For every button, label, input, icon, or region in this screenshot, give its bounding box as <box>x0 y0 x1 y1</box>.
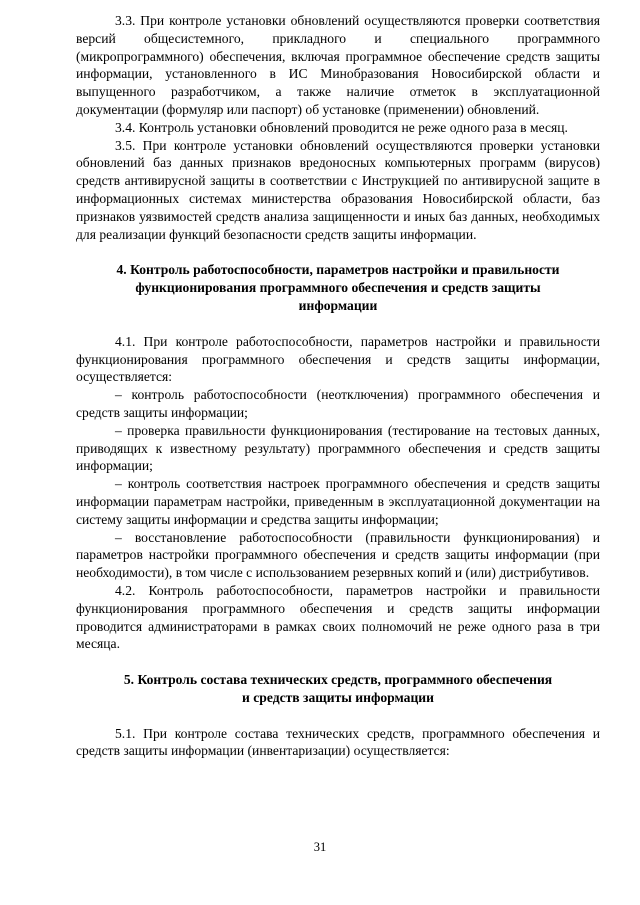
list-item: – контроль работоспособности (неотключения) программного обеспечения и средств защиты информации; <box>76 387 600 420</box>
paragraph-5-1: 5.1. При контроле состава технических средств, программного обеспечения и средств защиты информации (инвентаризации) осуществляется: <box>76 725 600 759</box>
paragraph-3-5: 3.5. При контроле установки обновлений осуществляются проверки установки обновлений баз данных признаков вредоносных компьютерных программ (вирусов) средств антивирусной защиты в соответствии с Инструкцией по антивирусной защите в информационных системах министерства образования Новосибирской области, баз признаков уязвимостей средств анализа защищенности и иных баз данных, необходимых для реализации функций безопасности средств защиты информации. <box>76 137 600 242</box>
list-item: – контроль соответствия настроек программного обеспечения и средств защиты информации параметрам настройки, приведенным в эксплуатационной документации на систему защиты информации и средства защиты информации; <box>76 476 600 527</box>
page-number: 31 <box>313 840 327 854</box>
paragraph-3-4: 3.4. Контроль установки обновлений проводится не реже одного раза в месяц. <box>115 119 568 135</box>
paragraph-4-1: 4.1. При контроле работоспособности, параметров настройки и правильности функционирования программного обеспечения и средств защиты информации, осуществляется: <box>76 333 600 385</box>
paragraph-3-3: 3.3. При контроле установки обновлений осуществляются проверки соответствия версий общесистемного, прикладного и специального программного (микропрограммного) обеспечения, включая программное обеспечение средств защиты информации, установленного в ИС Минобразования Новосибирской области и выпущенного разработчиком, а также наличие отметок в эксплуатационной документации (формуляр или паспорт) об установке (применении) обновлений. <box>76 13 600 117</box>
section-4-heading-line1: 4. Контроль работоспособности, параметров настройки и правильности <box>116 262 560 278</box>
section-4-heading-line3: информации <box>298 297 378 313</box>
list-item: – проверка правильности функционирования (тестирование на тестовых данных, приводящих к известному результату) программного обеспечения и средств защиты информации; <box>76 422 600 474</box>
section-4-heading-line2: функционирования программного обеспечения и средств защиты <box>135 280 541 296</box>
paragraph-4-2: 4.2. Контроль работоспособности, параметров настройки и правильности функционирования программного обеспечения и средств защиты информации проводится администраторами в рамках своих полномочий не реже одного раза в три месяца. <box>76 582 600 652</box>
list-item: – восстановление работоспособности (правильности функционирования) и параметров настройки программного обеспечения и средств защиты информации (при необходимости), в том числе с использованием резервных копий и (или) дистрибутивов. <box>76 529 600 581</box>
section-5-heading-line1: 5. Контроль состава технических средств, программного обеспечения <box>123 672 553 688</box>
section-5-heading-line2: и средств защиты информации <box>242 689 434 705</box>
document-page <box>76 12 600 760</box>
